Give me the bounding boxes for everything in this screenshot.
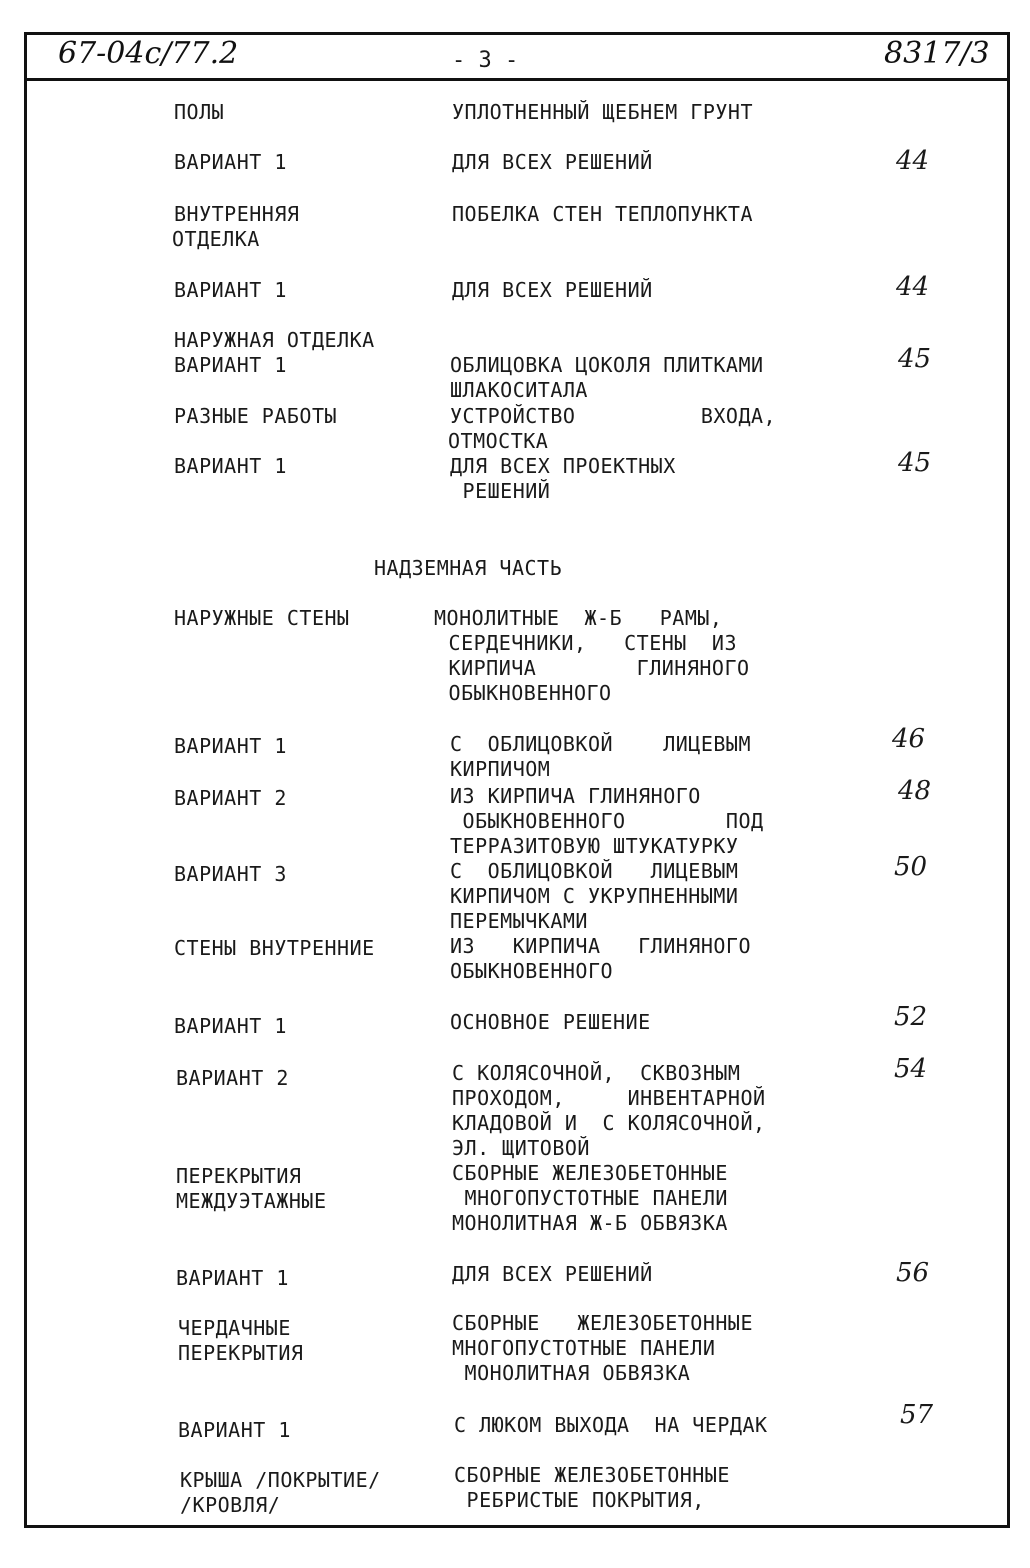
row-description: МОНОЛИТНАЯ ОБВЯЗКА xyxy=(452,1361,691,1385)
row-page-ref: 50 xyxy=(894,852,928,882)
row-description: КИРПИЧОМ xyxy=(450,757,551,781)
row-label: ВАРИАНТ 1 xyxy=(174,734,287,758)
row-description: С ОБЛИЦОВКОЙ ЛИЦЕВЫМ xyxy=(450,732,751,756)
row-description: С КОЛЯСОЧНОЙ, СКВОЗНЫМ xyxy=(452,1061,741,1085)
row-description: ЭЛ. ЩИТОВОЙ xyxy=(452,1136,590,1160)
row-page-ref: 44 xyxy=(896,146,930,176)
row-label: ВАРИАНТ 1 xyxy=(174,1014,287,1038)
row-label: ВАРИАНТ 1 xyxy=(174,278,287,302)
row-page-ref: 44 xyxy=(896,272,930,302)
row-label: ВАРИАНТ 3 xyxy=(174,862,287,886)
row-description: МНОГОПУСТОТНЫЕ ПАНЕЛИ xyxy=(452,1336,716,1360)
row-label: ВАРИАНТ 1 xyxy=(174,150,287,174)
row-description: РЕШЕНИЙ xyxy=(450,479,551,503)
row-label: НАРУЖНЫЕ СТЕНЫ xyxy=(174,606,350,630)
document-code: 67-04с/77.2 xyxy=(58,36,239,71)
row-label: ПОЛЫ xyxy=(174,100,225,124)
row-page-ref: 52 xyxy=(894,1002,928,1032)
row-description: СБОРНЫЕ ЖЕЛЕЗОБЕТОННЫЕ xyxy=(452,1161,728,1185)
page-number: - 3 - xyxy=(452,48,519,73)
row-description: ОБЫКНОВЕННОГО ПОД xyxy=(450,809,764,833)
row-page-ref: 45 xyxy=(898,448,932,478)
row-description: ДЛЯ ВСЕХ РЕШЕНИЙ xyxy=(452,278,653,302)
row-label: ВАРИАНТ 1 xyxy=(178,1418,291,1442)
row-label: ЧЕРДАЧНЫЕ xyxy=(178,1316,291,1340)
row-description: ПОБЕЛКА СТЕН ТЕПЛОПУНКТА xyxy=(452,202,753,226)
row-description: ОБЫКНОВЕННОГО xyxy=(450,959,614,983)
row-label: ВАРИАНТ 1 xyxy=(174,353,287,377)
row-description: МОНОЛИТНАЯ Ж-Б ОБВЯЗКА xyxy=(452,1211,728,1235)
row-label: КРЫША /ПОКРЫТИЕ/ xyxy=(180,1468,381,1492)
row-page-ref: 57 xyxy=(900,1400,934,1430)
row-description: ДЛЯ ВСЕХ РЕШЕНИЙ xyxy=(452,150,653,174)
row-page-ref: 48 xyxy=(898,776,932,806)
row-page-ref: 56 xyxy=(896,1258,930,1288)
row-description: С ЛЮКОМ ВЫХОДА НА ЧЕРДАК xyxy=(454,1413,768,1437)
row-description: КИРПИЧОМ С УКРУПНЕННЫМИ xyxy=(450,884,739,908)
row-label: ПЕРЕКРЫТИЯ xyxy=(176,1164,302,1188)
section-title: НАДЗЕМНАЯ ЧАСТЬ xyxy=(374,556,563,580)
row-description: КЛАДОВОЙ И С КОЛЯСОЧНОЙ, xyxy=(452,1111,766,1135)
row-description: СБОРНЫЕ ЖЕЛЕЗОБЕТОННЫЕ xyxy=(454,1463,730,1487)
row-description: ДЛЯ ВСЕХ ПРОЕКТНЫХ xyxy=(450,454,676,478)
row-label: ВАРИАНТ 1 xyxy=(174,454,287,478)
row-label: МЕЖДУЭТАЖНЫЕ xyxy=(176,1189,327,1213)
row-description: СЕРДЕЧНИКИ, СТЕНЫ ИЗ xyxy=(436,631,737,655)
row-description: МОНОЛИТНЫЕ Ж-Б РАМЫ, xyxy=(434,606,723,630)
row-description: ТЕРРАЗИТОВУЮ ШТУКАТУРКУ xyxy=(450,834,739,858)
row-description: ИЗ КИРПИЧА ГЛИНЯНОГО xyxy=(450,784,701,808)
row-page-ref: 54 xyxy=(894,1054,928,1084)
row-description: ИЗ КИРПИЧА ГЛИНЯНОГО xyxy=(450,934,751,958)
row-label: ВАРИАНТ 1 xyxy=(176,1266,289,1290)
row-description: ПРОХОДОМ, ИНВЕНТАРНОЙ xyxy=(452,1086,766,1110)
row-description: ОБЛИЦОВКА ЦОКОЛЯ ПЛИТКАМИ xyxy=(450,353,764,377)
row-description: СБОРНЫЕ ЖЕЛЕЗОБЕТОННЫЕ xyxy=(452,1311,753,1335)
row-description: ОТМОСТКА xyxy=(448,429,549,453)
row-label: /КРОВЛЯ/ xyxy=(180,1493,281,1517)
row-description: С ОБЛИЦОВКОЙ ЛИЦЕВЫМ xyxy=(450,859,739,883)
row-label: ВНУТРЕННЯЯ xyxy=(174,202,300,226)
row-description: УСТРОЙСТВО ВХОДА, xyxy=(450,404,777,428)
row-label: ОТДЕЛКА xyxy=(172,227,260,251)
row-description: ОСНОВНОЕ РЕШЕНИЕ xyxy=(450,1010,651,1034)
row-description: ОБЫКНОВЕННОГО xyxy=(436,681,612,705)
row-label: ВАРИАНТ 2 xyxy=(174,786,287,810)
row-label: СТЕНЫ ВНУТРЕННИЕ xyxy=(174,936,375,960)
row-label: ВАРИАНТ 2 xyxy=(176,1066,289,1090)
row-description: УПЛОТНЕННЫЙ ЩЕБНЕМ ГРУНТ xyxy=(452,100,753,124)
row-description: КИРПИЧА ГЛИНЯНОГО xyxy=(436,656,750,680)
row-description: ШЛАКОСИТАЛА xyxy=(450,378,588,402)
sheet-number: 8317/3 xyxy=(884,36,990,71)
row-description: ПЕРЕМЫЧКАМИ xyxy=(450,909,588,933)
row-description: РЕБРИСТЫЕ ПОКРЫТИЯ, xyxy=(454,1488,705,1512)
row-label: НАРУЖНАЯ ОТДЕЛКА xyxy=(174,328,375,352)
row-page-ref: 45 xyxy=(898,344,932,374)
row-label: РАЗНЫЕ РАБОТЫ xyxy=(174,404,338,428)
row-description: МНОГОПУСТОТНЫЕ ПАНЕЛИ xyxy=(452,1186,728,1210)
row-page-ref: 46 xyxy=(892,724,926,754)
row-description: ДЛЯ ВСЕХ РЕШЕНИЙ xyxy=(452,1262,653,1286)
header-divider xyxy=(24,78,1010,81)
row-label: ПЕРЕКРЫТИЯ xyxy=(178,1341,304,1365)
